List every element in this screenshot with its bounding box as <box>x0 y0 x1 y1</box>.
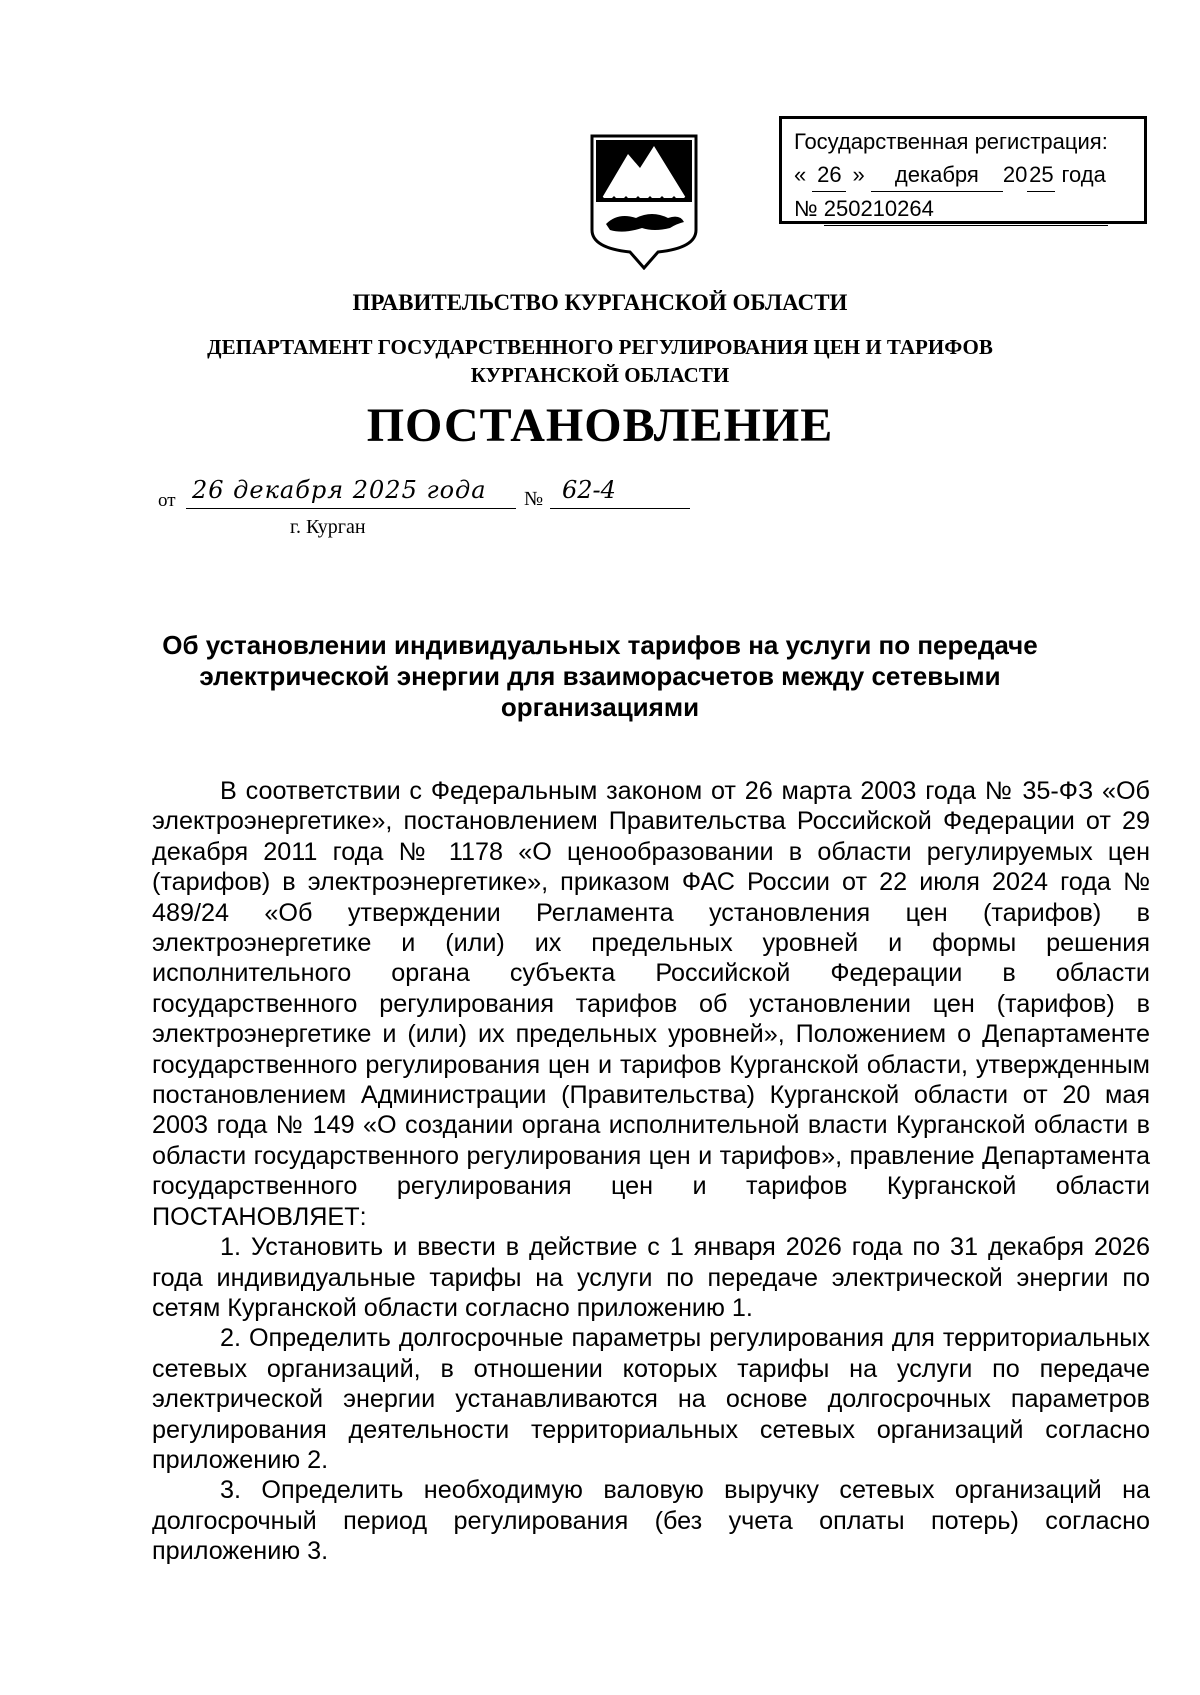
registration-year-prefix: 20 <box>1002 162 1028 187</box>
clause-2: 2. Определить долгосрочные параметры регулирования для территориальных сетевых организаций, в отношении которых тарифы на услуги по передаче электрической энергии устанавливаются на основе долгосрочных параметров регулирования деятельности территориальных сетевых организаций согласно приложению 2. <box>152 1324 1150 1474</box>
department-name <box>0 333 1200 389</box>
preamble-paragraph: В соответствии с Федеральным законом от 26 марта 2003 года № 35-ФЗ «Об электроэнергетике», постановлением Правительства Российской Федерации от 29 декабря 2011 года № 1178 «О ценообразовании в области регулируемых цен (тарифов) в электроэнергетике», приказом ФАС России от 22 июля 2024 года № 489/24 «Об утверждении Регламента установления цен (тарифов) в электроэнергетике и (или) их предельных уровней и формы решения исполнительного органа субъекта Российской Федерации в области государственного регулирования тарифов об установлении цен (тарифов) в электроэнергетике и (или) их предельных уровней», Положением о Департаменте государственного регулирования цен и тарифов Курганской области, утвержденным постановлением Администрации (Правительства) Курганской области от 20 мая 2003 года № 149 «О создании органа исполнительной власти Курганской области в области государственного регулирования цен и тарифов», правление Департамента государственного регулирования цен и тарифов Курганской области ПОСТАНОВЛЯЕТ: <box>152 777 1150 1231</box>
registration-month: декабря <box>871 158 1003 192</box>
registration-number-label: № <box>794 196 818 221</box>
handwritten-date: 26 декабря 2025 года <box>192 476 487 504</box>
coat-of-arms-icon <box>588 132 700 270</box>
registration-day: 26 <box>812 158 846 192</box>
registration-number-line <box>794 192 1134 226</box>
number-field <box>550 478 690 509</box>
number-label: № <box>524 488 544 510</box>
city: г. Курган <box>290 516 366 538</box>
from-label: от <box>158 490 176 511</box>
heading-line2: электрической энергии для взаиморасчетов между сетевыми <box>199 661 1001 691</box>
heading-line1: Об установлении индивидуальных тарифов на услуги по передаче <box>162 630 1038 660</box>
date-field <box>186 478 516 509</box>
registration-date <box>794 158 1134 192</box>
clause-1: 1. Установить и ввести в действие с 1 января 2026 года по 31 декабря 2026 года индивидуальные тарифы на услуги по передаче электрической энергии по сетям Курганской области согласно приложению 1. <box>152 1233 1150 1322</box>
registration-stamp <box>779 116 1147 224</box>
registration-quote-close: » <box>852 162 865 187</box>
department-name-line2: КУРГАНСКОЙ ОБЛАСТИ <box>470 363 730 387</box>
government-name: ПРАВИТЕЛЬСТВО КУРГАНСКОЙ ОБЛАСТИ <box>352 290 848 315</box>
registration-quote-open: « <box>794 162 807 187</box>
registration-title: Государственная регистрация: <box>794 129 1108 154</box>
registration-year-word: года <box>1061 162 1106 187</box>
document-body <box>152 776 1150 1567</box>
registration-number: 250210264 <box>824 192 1108 226</box>
registration-year-suffix: 25 <box>1027 158 1055 192</box>
handwritten-number: 62-4 <box>562 476 616 504</box>
document-heading <box>150 630 1050 723</box>
heading-line3: организациями <box>500 692 700 722</box>
document-type: ПОСТАНОВЛЕНИЕ <box>366 399 834 452</box>
clause-3: 3. Определить необходимую валовую выручку сетевых организаций на долгосрочный период регулирования (без учета оплаты потерь) согласно приложению 3. <box>152 1476 1150 1566</box>
department-name-line1: ДЕПАРТАМЕНТ ГОСУДАРСТВЕННОГО РЕГУЛИРОВАНИЯ ЦЕН И ТАРИФОВ <box>207 335 993 359</box>
